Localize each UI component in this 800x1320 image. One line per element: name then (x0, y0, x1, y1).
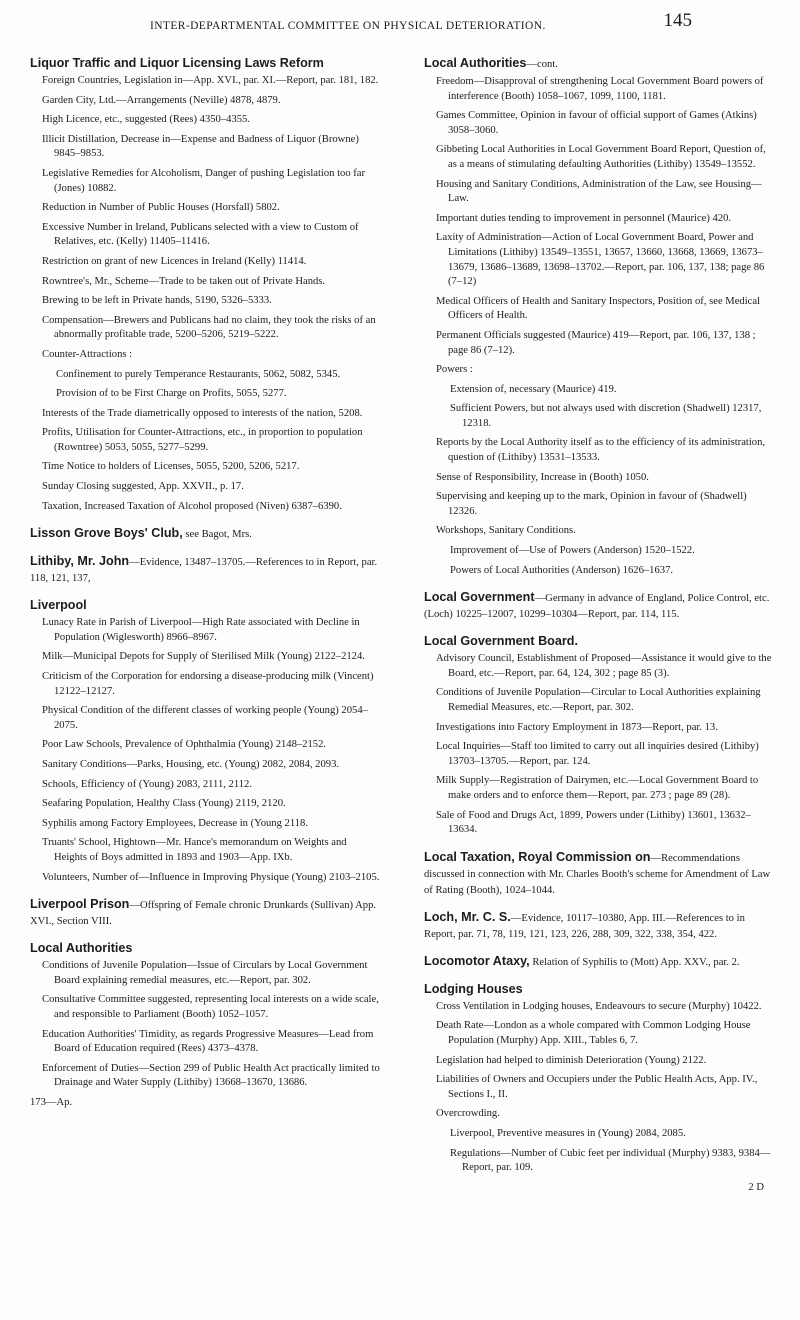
index-entry: Syphilis among Factory Employees, Decrease in (Young 2118. (42, 817, 308, 829)
index-subentry: Extension of, necessary (Maurice) 419. (450, 383, 617, 395)
index-entry: Brewing to be left in Private hands, 5190, 5326–5333. (42, 295, 272, 307)
index-entry: Criticism of the Corporation for endorsing a disease-producing milk (Vincent) 12122–12127. (42, 671, 374, 697)
index-entry: Housing and Sanitary Conditions, Administration of the Law, see Housing—Law. (436, 178, 762, 205)
index-entry: Time Notice to holders of Licenses, 5055, 5200, 5206, 5217. (42, 461, 300, 473)
index-heading (30, 554, 382, 586)
index-entry: Local Inquiries—Staff too limited to carry out all inquiries desired (Lithiby) 13703–13705.—Report, par. 124. (436, 741, 759, 767)
index-heading (30, 897, 382, 929)
index-entry: Physical Condition of the different classes of working people (Young) 2054–2075. (42, 705, 368, 731)
index-entry: Laxity of Administration—Action of Local Government Board, Power and Limitations (Lithiby) 13549–13551, 13657, 13660, 13668, 13669, 13673–13679, 13686–13689, 13698–13702.—Report, par. 106, 137, 138; page 86 (7–12) (436, 232, 765, 288)
heading-detail: see Bagot, Mrs. (182, 529, 252, 541)
index-entry: Sale of Food and Drugs Act, 1899, Powers under (Lithiby) 13601, 13632–13634. (436, 809, 751, 836)
index-entry: Schools, Efficiency of (Young) 2083, 2111, 2112. (42, 778, 252, 790)
index-entry: Freedom—Disapproval of strengthening Local Government Board powers of interference (Booth) 1058–1067, 1099, 1100, 1181. (436, 76, 764, 102)
index-heading (424, 910, 776, 942)
index-entry: Illicit Distillation, Decrease in—Expense and Badness of Liquor (Browne) 9845–9853. (42, 133, 359, 160)
index-heading (30, 56, 382, 71)
heading-term: Local Authorities (424, 56, 527, 70)
heading-detail: —Germany in advance of England, Police Control, etc. (Loch) 10225–12007, 10299–10304—Report, par. 114, 115. (424, 593, 770, 621)
index-entry: Supervising and keeping up to the mark, Opinion in favour of (Shadwell) 12326. (436, 491, 747, 517)
index-entry: High Licence, etc., suggested (Rees) 4350–4355. (42, 114, 250, 126)
heading-term: Lithiby, Mr. John (30, 554, 130, 569)
index-entry: Death Rate—London as a whole compared with Common Lodging House Population (Murphy) App. XIII., Tables 6, 7. (436, 1020, 751, 1046)
index-entry: Excessive Number in Ireland, Publicans selected with a view to Custom of Relatives, etc. (Kelly) 11405–11416. (42, 221, 359, 248)
index-entry: Medical Officers of Health and Sanitary Inspectors, Position of, see Medical Officers of Health. (436, 295, 760, 322)
index-heading (424, 56, 776, 72)
heading-term: Local Government Board. (424, 634, 578, 649)
index-entry: Permanent Officials suggested (Maurice) 419—Report, par. 106, 137, 138 ; page 86 (7–12). (436, 329, 756, 356)
index-heading (30, 941, 382, 956)
index-heading (424, 954, 776, 970)
index-entry: Powers : (436, 364, 473, 376)
page-number: 145 (663, 10, 692, 31)
heading-detail: —Evidence, 13487–13705.—References to in Report, par. 118, 121, 137, (30, 557, 378, 585)
index-entry: Counter-Attractions : (42, 348, 133, 360)
index-entry: Sunday Closing suggested, App. XXVII., p. 17. (42, 481, 244, 493)
index-heading (424, 590, 776, 622)
index-entry: Enforcement of Duties—Section 299 of Public Health Act practically limited to Drainage and Water Supply (Lithiby) 13668–13670, 13686. (42, 1062, 380, 1089)
index-entry: Legislative Remedies for Alcoholism, Danger of pushing Legislation too far (Jones) 10882. (42, 167, 366, 194)
index-entry: Gibbeting Local Authorities in Local Government Board Report, Question of, as a means of stimulating defaulting Authorities (Lithiby) 13549–13552. (436, 144, 766, 170)
index-subentry: Improvement of—Use of Powers (Anderson) 1520–1522. (450, 545, 695, 557)
heading-term: Local Government (424, 590, 535, 605)
index-subentry: Provision of to be First Charge on Profits, 5055, 5277. (56, 388, 287, 400)
index-entry: Education Authorities' Timidity, as regards Progressive Measures—Lead from Board of Education required (Rees) 4373–4378. (42, 1028, 374, 1055)
index-entry: Seafaring Population, Healthy Class (Young) 2119, 2120. (42, 798, 286, 810)
index-entry: Conditions of Juvenile Population—Circular to Local Authorities explaining Remedial Measures, etc.—Report, par. 302. (436, 687, 761, 713)
index-entry: Investigations into Factory Employment in 1873—Report, par. 13. (436, 721, 718, 733)
index-heading (424, 850, 776, 898)
index-heading (30, 526, 382, 542)
heading-term: Locomotor Ataxy, (424, 953, 530, 968)
index-entry: Workshops, Sanitary Conditions. (436, 525, 576, 537)
index-subentry: Powers of Local Authorities (Anderson) 1626–1637. (450, 564, 674, 576)
running-head: INTER-DEPARTMENTAL COMMITTEE ON PHYSICAL DETERIORATION. (150, 20, 546, 32)
index-entry: Sense of Responsibility, Increase in (Booth) 1050. (436, 471, 649, 483)
heading-term: Local Taxation, Royal Commission on (424, 849, 651, 864)
heading-term: Liverpool (30, 598, 87, 613)
heading-term: Lodging Houses (424, 981, 523, 996)
page-signature: 173—Ap. (30, 1096, 73, 1108)
index-subentry: Regulations—Number of Cubic feet per individual (Murphy) 9383, 9384—Report, par. 109. (450, 1147, 771, 1174)
index-entry: Rowntree's, Mr., Scheme—Trade to be taken out of Private Hands. (42, 275, 326, 287)
index-entry: Restriction on grant of new Licences in Ireland (Kelly) 11414. (42, 255, 307, 267)
index-entry: Cross Ventilation in Lodging houses, Endeavours to secure (Murphy) 10422. (436, 1000, 762, 1012)
index-entry: Overcrowding. (436, 1108, 500, 1120)
index-entry: Volunteers, Number of—Influence in Improving Physique (Young) 2103–2105. (42, 871, 380, 883)
index-entry: Compensation—Brewers and Publicans had no claim, they took the risks of an abnormally profitable trade, 5200–5206, 5219–5222. (42, 314, 376, 341)
heading-term: Local Authorities (30, 941, 133, 956)
heading-detail: —Evidence, 10117–10380, App. III.—References to in Report, par. 71, 78, 119, 121, 123, 226, 288, 309, 322, 338, 354, 422. (424, 912, 745, 940)
heading-term: Loch, Mr. C. S. (424, 909, 511, 924)
index-entry: Garden City, Ltd.—Arrangements (Neville) 4878, 4879. (42, 94, 281, 106)
index-subentry: Liverpool, Preventive measures in (Young) 2084, 2085. (450, 1127, 686, 1139)
heading-term: Lisson Grove Boys' Club, (30, 526, 183, 541)
index-subentry: Confinement to purely Temperance Restaurants, 5062, 5082, 5345. (56, 368, 341, 380)
index-entry: Advisory Council, Establishment of Proposed—Assistance it would give to the Board, etc.—Report, par. 64, 124, 302 ; page 85 (3). (436, 653, 772, 679)
heading-detail: —Recommendations discussed in connection with Mr. Charles Booth's scheme for Amendment of Law of Rating (Booth), 1024–1044. (424, 852, 771, 896)
heading-detail: —cont. (526, 59, 558, 70)
heading-detail: —Offspring of Female chronic Drunkards (Sullivan) App. XVI., Section VIII. (30, 900, 377, 928)
index-entry: Milk Supply—Registration of Dairymen, etc.—Local Government Board to make orders and to enforce them—Report, par. 273 ; page 89 (28). (436, 775, 759, 801)
right-column (424, 56, 776, 1195)
index-entry: Legislation had helped to diminish Deterioration (Young) 2122. (436, 1054, 707, 1066)
index-entry: Games Committee, Opinion in favour of official support of Games (Atkins) 3058–3060. (436, 110, 757, 136)
left-column (30, 56, 382, 1111)
index-entry: Interests of the Trade diametrically opposed to interests of the nation, 5208. (42, 407, 363, 419)
index-entry: Lunacy Rate in Parish of Liverpool—High Rate associated with Decline in Population (Wiglesworth) 8966–8967. (42, 617, 360, 643)
index-entry: Sanitary Conditions—Parks, Housing, etc. (Young) 2082, 2084, 2093. (42, 759, 340, 770)
index-heading (424, 634, 776, 649)
index-entry: Foreign Countries, Legislation in—App. XVI., par. XI.—Report, par. 181, 182. (42, 75, 379, 86)
page-signature: 2 D (748, 1181, 764, 1193)
index-entry: Taxation, Increased Taxation of Alcohol proposed (Niven) 6387–6390. (42, 500, 342, 512)
index-heading (424, 982, 776, 997)
index-entry: Milk—Municipal Depots for Supply of Sterilised Milk (Young) 2122–2124. (42, 651, 365, 663)
index-heading (30, 598, 382, 613)
index-entry: Liabilities of Owners and Occupiers under the Public Health Acts, App. IV., Sections I., II. (436, 1074, 758, 1100)
index-entry: Reports by the Local Authority itself as to the efficiency of its administration, question of (Lithiby) 13531–13533. (436, 437, 766, 464)
index-entry: Profits, Utilisation for Counter-Attractions, etc., in proportion to population (Rowntree) 5053, 5055, 5277–5299. (42, 427, 363, 453)
index-subentry: Sufficient Powers, but not always used with discretion (Shadwell) 12317, 12318. (450, 403, 762, 429)
index-entry: Truants' School, Hightown—Mr. Hance's memorandum on Weights and Heights of Boys admitted in 1893 and 1903—App. IXb. (42, 837, 347, 863)
index-entry: Poor Law Schools, Prevalence of Ophthalmia (Young) 2148–2152. (42, 739, 327, 751)
heading-term: Liquor Traffic and Liquor Licensing Laws Reform (30, 56, 324, 70)
index-entry: Reduction in Number of Public Houses (Horsfall) 5802. (42, 202, 280, 214)
index-entry: Conditions of Juvenile Population—Issue of Circulars by Local Government Board explaining remedial measures, etc.—Report, par. 302. (42, 960, 368, 986)
index-entry: Consultative Committee suggested, representing local interests on a wide scale, and responsible to Parliament (Booth) 1052–1057. (42, 994, 379, 1020)
index-entry: Important duties tending to improvement in personnel (Maurice) 420. (436, 212, 732, 224)
heading-term: Liverpool Prison (30, 897, 130, 912)
heading-detail: Relation of Syphilis to (Mott) App. XXV., par. 2. (529, 956, 740, 968)
page-header (0, 8, 800, 48)
